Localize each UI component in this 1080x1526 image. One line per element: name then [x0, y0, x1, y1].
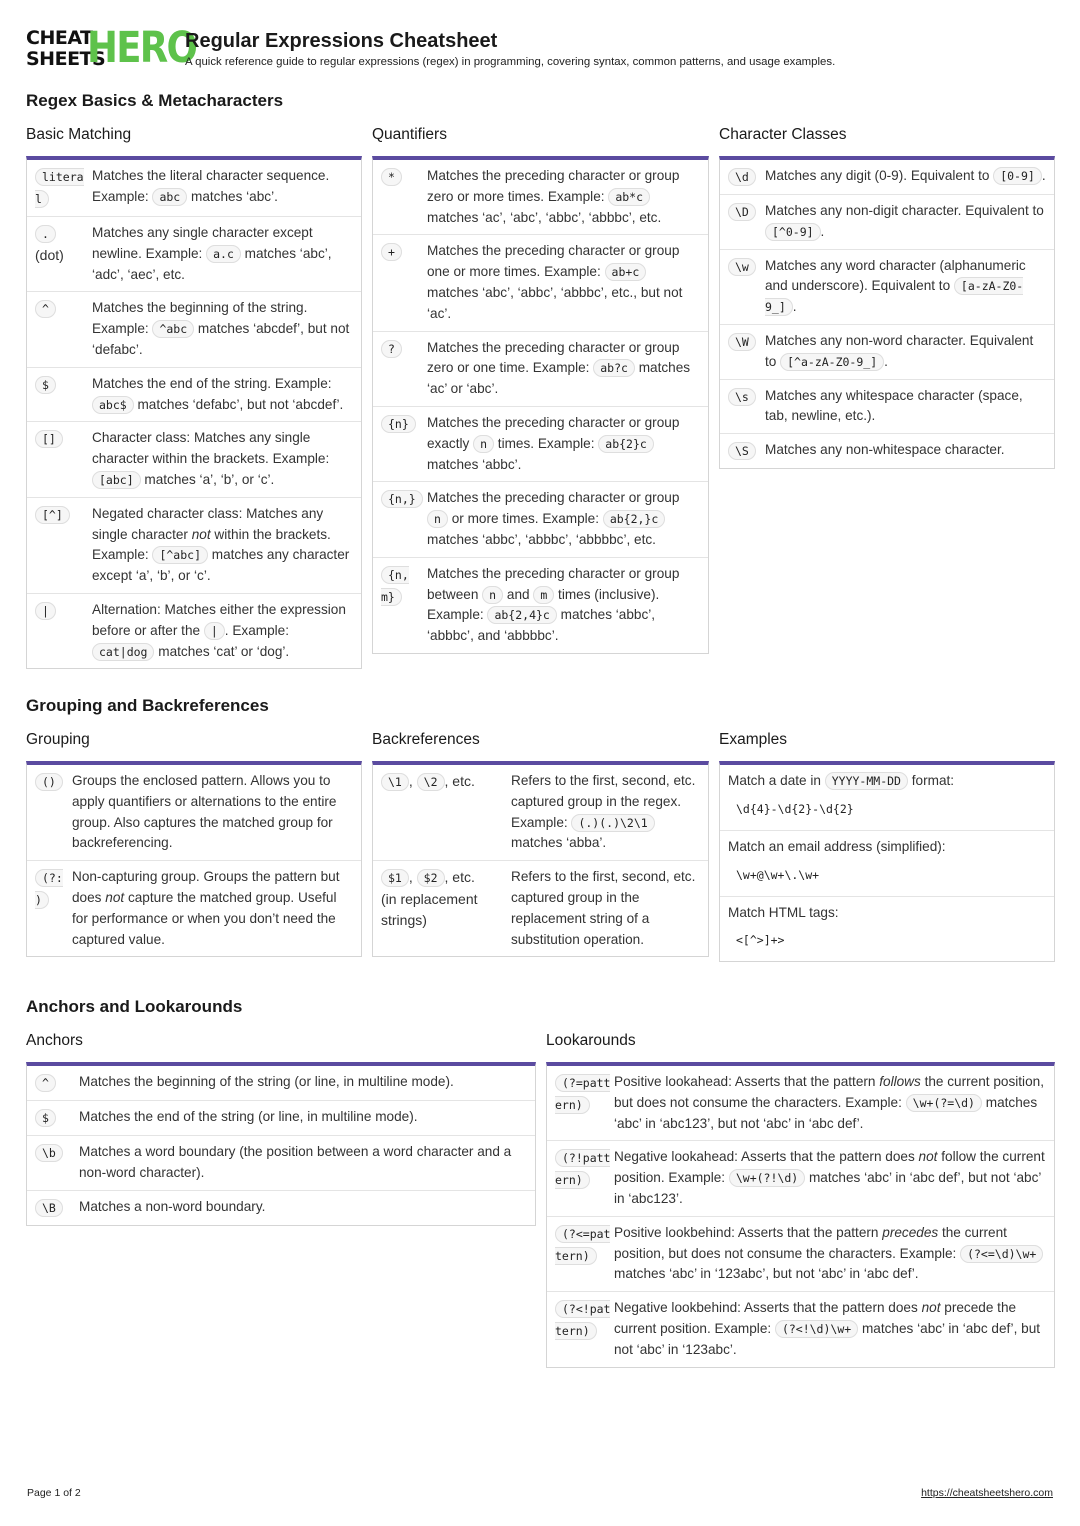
row-key: \B — [35, 1199, 63, 1217]
row-desc: Matches the preceding character or group zero or more times. Example: — [427, 168, 680, 204]
row-key: $ — [35, 1109, 56, 1127]
inline-code: cat|dog — [92, 643, 154, 661]
card-backreferences — [372, 761, 709, 957]
example-row — [720, 765, 1054, 831]
card-quantifiers — [372, 156, 709, 654]
row-desc: the current position, but does not consume the characters. Example: — [614, 1224, 1007, 1261]
row-key: [] — [35, 430, 63, 448]
logo-sheets: SHEETS — [26, 48, 106, 70]
row-desc: matches ‘ac’ or ‘abc’. — [427, 360, 691, 397]
row-desc: matches ‘abbc’. — [427, 456, 522, 472]
row-desc: Character class: Matches any single character within the brackets. Example: — [92, 430, 330, 467]
table-row — [27, 160, 361, 217]
card-examples — [719, 761, 1055, 962]
row-key: (?:) — [35, 871, 63, 908]
row-desc: Non-capturing group. Groups the pattern but does — [72, 869, 340, 905]
row-desc: Match a date in — [728, 773, 825, 788]
row-desc: Matches the end of the string (or line, in multiline mode). — [79, 1109, 418, 1124]
row-desc: . — [820, 223, 825, 239]
row-desc: Matches the preceding character or group zero or one time. Example: — [427, 339, 680, 376]
row-key-sep: , — [408, 869, 417, 886]
logo — [26, 23, 197, 73]
table-row — [373, 482, 708, 557]
row-desc: matches ‘abc’, ‘adc’, ‘aec’, etc. — [92, 245, 332, 282]
card-title-grouping: Grouping — [26, 731, 90, 748]
row-key: {n} — [381, 415, 416, 433]
row-desc: . — [1041, 168, 1046, 183]
table-row — [547, 1141, 1054, 1216]
row-desc: Matches any non-digit character. Equivalent to — [765, 203, 1044, 218]
row-key: (?<=pattern) — [555, 1226, 611, 1263]
inline-code: ab{2,}c — [603, 510, 665, 528]
inline-code: abc$ — [92, 396, 134, 414]
row-desc-emphasis: not — [921, 1300, 941, 1316]
row-desc: Matches the preceding character or group one or more times. Example: — [427, 243, 680, 280]
inline-code: [^0-9] — [765, 223, 821, 241]
section-title-anchors: Anchors and Lookarounds — [26, 997, 243, 1016]
row-desc: or more times. Example: — [447, 511, 603, 527]
row-desc: Refers to the first, second, etc. captured group in the regex. Example: — [511, 773, 696, 830]
page-title: Regular Expressions Cheatsheet — [185, 30, 498, 52]
inline-code: ab+c — [605, 263, 647, 281]
inline-code: ab?c — [593, 359, 635, 377]
row-desc: Matches the literal character sequence. Example: — [92, 168, 330, 204]
row-desc: format: — [907, 773, 955, 788]
inline-code: \w+(?!\d) — [729, 1169, 805, 1187]
row-desc-emphasis: not — [918, 1149, 938, 1165]
row-desc-emphasis: not — [105, 889, 125, 905]
table-row — [720, 250, 1054, 325]
row-key: \1 — [381, 773, 409, 791]
row-key-tail: , etc. — [444, 869, 475, 886]
table-row — [720, 325, 1054, 380]
card-title-lookarounds: Lookarounds — [546, 1032, 636, 1049]
inline-code: ab*c — [608, 188, 650, 206]
inline-code: (?<!\d)\w+ — [775, 1320, 858, 1338]
row-desc: Positive lookahead: Asserts that the pattern — [614, 1074, 880, 1089]
row-desc: . Example: — [224, 622, 289, 638]
site-link[interactable]: https://cheatsheetshero.com — [921, 1487, 1053, 1499]
table-row — [27, 1066, 535, 1101]
table-row — [373, 160, 708, 235]
row-desc: Matches any word character (alphanumeric and underscore). Equivalent to — [765, 257, 1026, 294]
row-key: literal — [35, 170, 84, 206]
row-desc: matches ‘abc’, ‘abbc’, ‘abbbc’, etc., but not ‘ac’. — [427, 284, 683, 321]
card-anchors — [26, 1062, 536, 1226]
table-row — [27, 1101, 535, 1136]
page-subtitle: A quick reference guide to regular expressions (regex) in programming, covering syntax, common patterns, and usage examples. — [185, 56, 836, 68]
row-desc: precede the current position. Example: — [614, 1300, 1017, 1336]
table-row — [27, 1191, 535, 1225]
card-title-character-classes: Character Classes — [719, 126, 847, 143]
row-key: $ — [35, 376, 56, 394]
example-pattern: \w+@\w+\.\w+ — [736, 867, 820, 882]
row-desc: times. Example: — [494, 435, 599, 451]
row-key: \w — [728, 258, 756, 276]
row-key: . — [35, 225, 56, 243]
row-desc: Refers to the first, second, etc. captured group in the replacement string of a substitution operation. — [511, 869, 696, 947]
row-desc-emphasis: follows — [879, 1074, 921, 1089]
row-desc: Negative lookbehind: Asserts that the pattern does — [614, 1300, 922, 1316]
row-desc: Matches the preceding character or group exactly — [427, 414, 680, 451]
card-basic-matching — [26, 156, 362, 669]
row-desc: . — [884, 353, 888, 369]
row-desc: Negated character class: Matches any single character — [92, 505, 324, 542]
inline-code: (?<=\d)\w+ — [960, 1245, 1043, 1263]
inline-code: ^abc — [152, 320, 194, 338]
row-desc: matches ‘abc’. — [187, 188, 278, 204]
row-key: () — [35, 773, 63, 791]
inline-code: YYYY-MM-DD — [825, 772, 908, 790]
row-key-sep: , — [408, 773, 417, 789]
row-key: (?=pattern) — [555, 1076, 611, 1112]
row-desc: matches ‘abc’ in ‘123abc’, but not ‘abc’ in ‘abc def’. — [614, 1266, 919, 1282]
row-desc: Matches any non-whitespace character. — [765, 442, 1005, 458]
row-desc: Matches any digit (0-9). Equivalent to — [765, 168, 994, 183]
row-desc: matches ‘abcdef’, but not ‘defabc’. — [92, 321, 350, 357]
inline-code: [a-zA-Z0-9_] — [765, 279, 1024, 315]
table-row — [373, 558, 708, 653]
row-desc: matches ‘abbc’, ‘abbbc’, ‘abbbbc’, etc. — [427, 531, 656, 547]
table-row — [27, 217, 361, 292]
inline-code: n — [427, 510, 448, 528]
row-desc: matches ‘defabc’, but not ‘abcdef’. — [133, 396, 344, 412]
table-row — [373, 407, 708, 482]
row-desc: matches any character except ‘a’, ‘b’, or ‘c’. — [92, 547, 350, 584]
row-key: \2 — [417, 773, 445, 791]
row-key: + — [381, 243, 402, 261]
row-key: ^ — [35, 1074, 56, 1092]
inline-code: (.)(.)\2\1 — [571, 814, 654, 832]
row-key: [^] — [35, 506, 70, 524]
inline-code: [^a-zA-Z0-9_] — [780, 353, 884, 371]
page-number: Page 1 of 2 — [27, 1487, 81, 1499]
row-desc: matches ‘abc’ in ‘abc def’, but not ‘abc’ in ‘abc123’. — [614, 1170, 1041, 1206]
row-desc: Negative lookahead: Asserts that the pattern does — [614, 1149, 919, 1165]
inline-code: n — [473, 435, 494, 453]
row-desc: matches ‘abbc’, ‘abbbc’, and ‘abbbbc’. — [427, 607, 656, 644]
row-key: (?!pattern) — [555, 1151, 611, 1188]
row-desc: and — [503, 586, 534, 602]
row-desc: Matches a non-word boundary. — [79, 1198, 266, 1214]
row-key: \W — [728, 333, 756, 351]
table-row — [27, 765, 361, 861]
row-key: \b — [35, 1144, 63, 1162]
row-desc: matches ‘a’, ‘b’, or ‘c’. — [140, 471, 275, 487]
row-desc: Alternation: Matches either the expression before or after the — [92, 601, 346, 638]
row-key: \S — [728, 442, 756, 460]
example-pattern: \d{4}-\d{2}-\d{2} — [736, 801, 854, 816]
row-key-note: (in replacement strings) — [381, 891, 478, 929]
table-row — [547, 1066, 1054, 1141]
card-character-classes — [719, 156, 1055, 469]
row-key: {n,m} — [381, 567, 409, 604]
section-title-basics: Regex Basics & Metacharacters — [26, 91, 284, 110]
row-desc-emphasis: not — [191, 526, 211, 542]
row-desc: Positive lookbehind: Asserts that the pattern — [614, 1224, 883, 1240]
row-desc: Match an email address (simplified): — [728, 838, 946, 854]
row-desc: matches ‘abc’ in ‘abc def’, but not ‘abc’ in ‘123abc’. — [614, 1320, 1041, 1357]
row-desc: follow the current position. Example: — [614, 1149, 1045, 1186]
table-row — [27, 1136, 535, 1191]
row-key-note: (dot) — [35, 247, 64, 263]
row-key: \D — [728, 203, 756, 221]
logo-hero: HERO — [87, 23, 197, 73]
table-row — [373, 332, 708, 407]
inline-code: | — [204, 622, 225, 640]
row-desc: times (inclusive). Example: — [427, 586, 660, 623]
example-pattern: <[^>]+> — [736, 933, 785, 948]
row-key: $2 — [417, 869, 445, 887]
inline-code: [^abc] — [152, 546, 208, 564]
inline-code: abc — [152, 188, 187, 206]
row-desc: within the brackets. Example: — [92, 526, 331, 563]
card-title-basic-matching: Basic Matching — [26, 126, 132, 143]
row-desc: . — [792, 299, 797, 315]
row-desc: Match HTML tags: — [728, 904, 839, 920]
row-desc: Matches the preceding character or group between — [427, 565, 680, 602]
table-row — [27, 422, 361, 497]
row-key: * — [381, 168, 402, 186]
card-lookarounds — [546, 1062, 1055, 1368]
row-desc-emphasis: precedes — [882, 1224, 939, 1240]
inline-code: n — [482, 586, 503, 604]
table-row — [720, 195, 1054, 250]
row-desc: Matches any non-word character. Equivalent to — [765, 332, 1034, 369]
row-key-tail: , etc. — [444, 773, 475, 789]
inline-code: [0-9] — [993, 167, 1042, 185]
card-title-quantifiers: Quantifiers — [372, 126, 447, 143]
table-row — [720, 380, 1054, 435]
inline-code: \w+(?=\d) — [906, 1094, 982, 1112]
table-row — [373, 861, 708, 956]
row-desc: Matches the beginning of the string. Example: — [92, 300, 308, 337]
inline-code: a.c — [206, 245, 241, 263]
table-row — [27, 594, 361, 668]
inline-code: m — [533, 586, 554, 604]
card-title-examples: Examples — [719, 731, 788, 748]
card-title-backreferences: Backreferences — [372, 731, 480, 748]
row-desc: capture the matched group. Useful for performance or when you don’t need the captured value. — [72, 889, 337, 947]
row-key: (?<!pattern) — [555, 1302, 611, 1339]
table-row — [27, 292, 361, 367]
row-desc: matches ‘abba’. — [511, 835, 607, 851]
row-desc: the current position, but does not consume the characters. Example: — [614, 1074, 1044, 1110]
section-title-grouping: Grouping and Backreferences — [26, 696, 269, 715]
row-key: {n,} — [381, 490, 423, 508]
table-row — [547, 1217, 1054, 1292]
example-row — [720, 831, 1054, 897]
table-row — [547, 1292, 1054, 1366]
row-key: ? — [381, 340, 402, 358]
row-key: $1 — [381, 869, 409, 887]
table-row — [27, 368, 361, 423]
table-row — [373, 235, 708, 331]
card-grouping — [26, 761, 362, 957]
row-key: | — [35, 602, 56, 620]
row-desc: Groups the enclosed pattern. Allows you to apply quantifiers or alternations to the entire group. Also captures the matched group for backreferencing. — [72, 773, 337, 851]
table-row — [720, 160, 1054, 195]
row-desc: matches ‘cat’ or ‘dog’. — [154, 643, 290, 659]
row-desc: Matches any single character except newline. Example: — [92, 225, 313, 261]
table-row — [720, 434, 1054, 468]
row-desc: Matches the end of the string. Example: — [92, 375, 332, 391]
row-key: \s — [728, 388, 756, 406]
row-desc: matches ‘ac’, ‘abc’, ‘abbc’, ‘abbbc’, etc. — [427, 209, 662, 225]
card-title-anchors: Anchors — [26, 1032, 83, 1049]
row-desc: Matches any whitespace character (space, tab, newline, etc.). — [765, 387, 1023, 424]
row-key: \d — [728, 168, 756, 186]
row-key: ^ — [35, 300, 56, 318]
example-row — [720, 897, 1054, 962]
row-desc: Matches the preceding character or group — [427, 490, 680, 506]
inline-code: ab{2,4}c — [487, 606, 556, 624]
table-row — [27, 498, 361, 594]
inline-code: ab{2}c — [598, 435, 654, 453]
logo-cheat: CHEAT — [26, 27, 93, 49]
table-row — [27, 861, 361, 956]
table-row — [373, 765, 708, 861]
row-desc: Matches a word boundary (the position between a word character and a non-word character). — [79, 1144, 512, 1180]
row-desc: matches ‘abc’ in ‘abc123’, but not ‘abc’ in ‘abc def’. — [614, 1094, 1038, 1131]
row-desc: Matches the beginning of the string (or line, in multiline mode). — [79, 1074, 454, 1089]
inline-code: [abc] — [92, 471, 141, 489]
